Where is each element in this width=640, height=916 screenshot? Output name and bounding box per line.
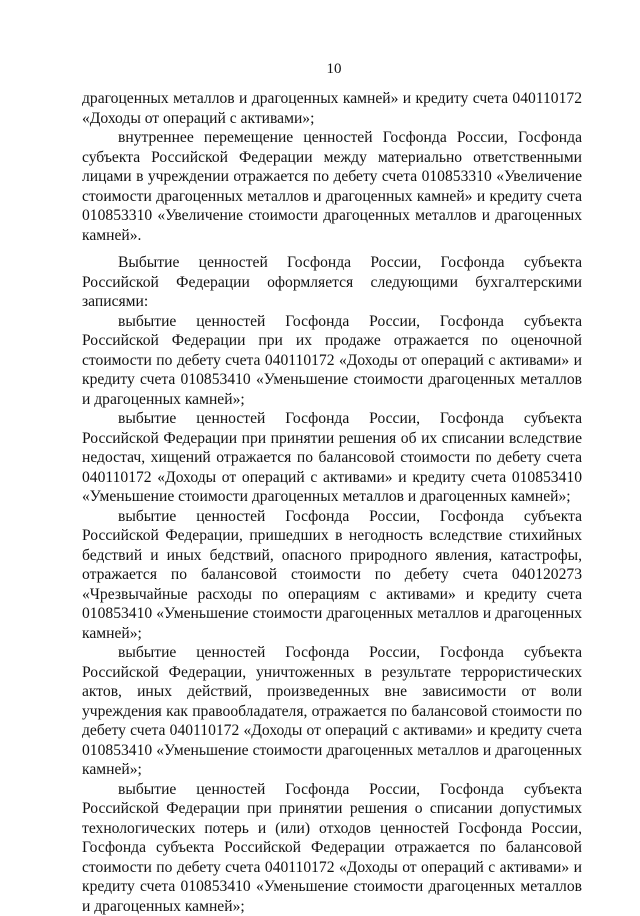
paragraph-disposal-disaster: выбытие ценностей Госфонда России, Госфонда субъекта Российской Федерации, пришедших в негодность вследствие стихийных бедствий и иных бедствий, опасного природного явления, катастрофы, отражается по балансовой стоимости по дебету счета 040120273 «Чрезвычайные расходы по операциям с активами» и кредиту счета 010853410 «Уменьшение стоимости драгоценных металлов и драгоценных камней»; (82, 507, 582, 644)
paragraph-disposal-losses: выбытие ценностей Госфонда России, Госфонда субъекта Российской Федерации при принятии решения о списании допустимых технологических потерь и (или) отходов ценностей Госфонда России, Госфонда субъекта Российской Федерации отражается по балансовой стоимости по дебету счета 040110172 «Доходы от операций с активами» и кредиту счета 010853410 «Уменьшение стоимости драгоценных металлов и драгоценных камней»; (82, 780, 582, 916)
paragraph-disposal-intro: Выбытие ценностей Госфонда России, Госфонда субъекта Российской Федерации оформляется следующими бухгалтерскими записями: (82, 253, 582, 312)
paragraph-disposal-sale: выбытие ценностей Госфонда России, Госфонда субъекта Российской Федерации при их продаже отражается по оценочной стоимости по дебету счета 040110172 «Доходы от операций с активами» и кредиту счета 010853410 «Уменьшение стоимости драгоценных металлов и драгоценных камней»; (82, 312, 582, 410)
paragraph-disposal-terrorism: выбытие ценностей Госфонда России, Госфонда субъекта Российской Федерации, уничтоженных в результате террористических актов, иных действий, произведенных вне зависимости от воли учреждения как правообладателя, отражается по балансовой стоимости по дебету счета 040110172 «Доходы от операций с активами» и кредиту счета 010853410 «Уменьшение стоимости драгоценных металлов и драгоценных камней»; (82, 643, 582, 780)
paragraph-disposal-shortage: выбытие ценностей Госфонда России, Госфонда субъекта Российской Федерации при принятии решения об их списании вследствие недостач, хищений отражается по балансовой стоимости по дебету счета 040110172 «Доходы от операций с активами» и кредиту счета 010853410 «Уменьшение стоимости драгоценных металлов и драгоценных камней»; (82, 409, 582, 507)
page-number: 10 (82, 60, 582, 78)
paragraph-internal-transfer: внутреннее перемещение ценностей Госфонда России, Госфонда субъекта Российской Федерации между материально ответственными лицами в учреждении отражается по дебету счета 010853310 «Увеличение стоимости драгоценных металлов и драгоценных камней» и кредиту счета 010853310 «Увеличение стоимости драгоценных металлов и драгоценных камней». (82, 128, 582, 245)
paragraph-continuation: драгоценных металлов и драгоценных камней» и кредиту счета 040110172 «Доходы от операций с активами»; (82, 89, 582, 128)
